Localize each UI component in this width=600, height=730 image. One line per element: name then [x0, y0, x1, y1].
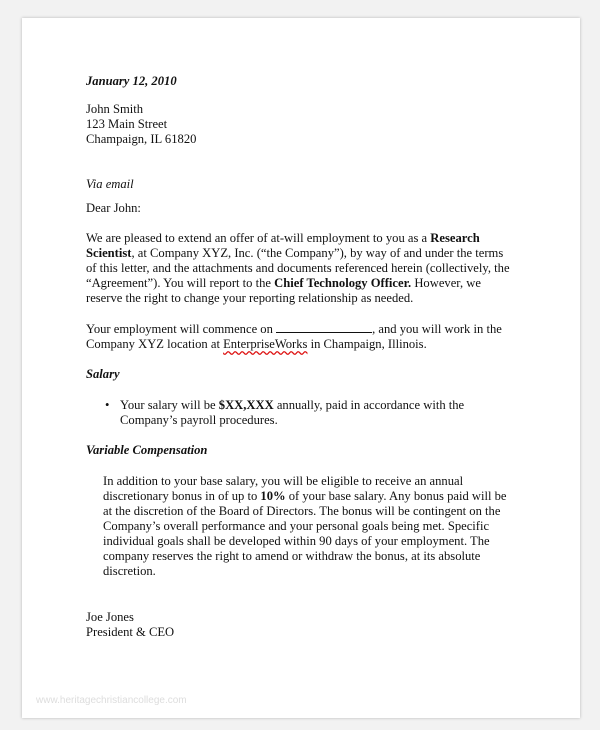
salary-text-1: Your salary will be: [120, 398, 219, 412]
bonus-text-1: In addition to your base salary, you will be eligible to receive an annual discretionary bonus in of up to: [103, 474, 464, 503]
delivery-method: Via email: [86, 177, 134, 191]
signer-name: Joe Jones: [86, 610, 134, 624]
signer-title: President & CEO: [86, 625, 175, 639]
offer-paragraph: [86, 231, 516, 306]
manager-title: Chief Technology Officer.: [274, 276, 412, 290]
letter-date: January 12, 2010: [86, 74, 177, 88]
salary-heading: Salary: [86, 367, 120, 381]
letter-page: [22, 18, 580, 718]
recipient-street: 123 Main Street: [86, 117, 168, 131]
letter-body: [86, 74, 516, 640]
variable-comp-heading: Variable Compensation: [86, 443, 208, 457]
bullet-icon: •: [105, 398, 110, 412]
recipient-city: Champaign, IL 61820: [86, 132, 197, 146]
offer-text-3: However, we reserve the right to change your reporting relationship as needed.: [86, 276, 481, 305]
salary-text-2: annually, paid in accordance with the Company’s payroll procedures.: [120, 398, 465, 427]
work-location: EnterpriseWorks: [223, 337, 308, 351]
signature-block: [86, 610, 516, 640]
start-text-1: Your employment will commence on: [86, 322, 277, 336]
start-text-2: , and you will work in the Company XYZ location at: [86, 322, 502, 351]
start-paragraph: [86, 321, 516, 352]
bonus-text-2: of your base salary. Any bonus paid will be at the discretion of the Board of Directors. The bonus will be contingent on the Company’s overall performance and your personal goals being met. Specific individual goals shall be developed within 90 days of your employment. The company reserves the right to amend or withdraw the bonus, at its absolute discretion.: [103, 489, 507, 578]
offer-text-1: We are pleased to extend an offer of at-will employment to you as a: [86, 231, 431, 245]
start-text-3: in Champaign, Illinois.: [307, 337, 427, 351]
start-date-blank: [276, 321, 372, 333]
salary-amount: $XX,XXX: [218, 398, 274, 412]
offer-text-2: , at Company XYZ, Inc. (“the Company”), by way of and under the terms of this letter, and the attachments and documents referenced herein (collectively, the “Agreement”). You will report to the: [86, 246, 510, 290]
bonus-percent: 10%: [260, 489, 286, 503]
salary-list: [86, 398, 516, 428]
salutation: Dear John:: [86, 201, 141, 215]
watermark: www.heritagechristiancollege.com: [36, 695, 187, 706]
recipient-name: John Smith: [86, 102, 144, 116]
position-title: Research Scientist: [86, 231, 480, 260]
salary-item: [104, 398, 516, 428]
recipient-address: [86, 102, 516, 147]
variable-comp-paragraph: [86, 474, 516, 579]
